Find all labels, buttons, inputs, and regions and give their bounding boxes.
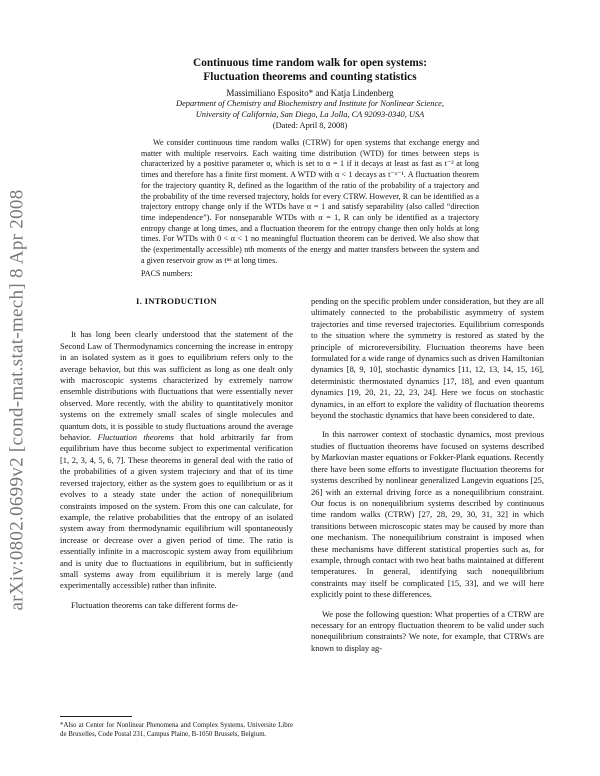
affiliation-line-2: University of California, San Diego, La Jolla, CA 92093-0340, USA bbox=[195, 109, 425, 119]
right-paragraph-2: In this narrower context of stochastic dynamics, most previous studies of fluctuation theorems have focused on systems described by Markovian master equations or Fokker-Plank equations. Recently there have been some efforts to investigate fluctuation theorems for systems described by nonlinear generalized Langevin equations [25, 26] with an external driving force as a nonequilibrium constraint. Our focus is on nonequilibrium systems described by continuous time random walks (CTRW) [27, 28, 29, 30, 31, 32] in which transitions between microscopic states may be caused by more than one mechanism. The nonequilibrium constraint is imposed when these mechanisms have different statistical properties such as, for example, through contact with two heat baths maintained at different temperatures. In general, identifying such nonequilibrium constraints may itself be complicated [15, 33], and we will here explicitly point to these differences. bbox=[311, 429, 544, 600]
arxiv-stamp-text: arXiv:0802.0699v2 [cond-mat.stat-mech] 8 Apr 2008 bbox=[6, 189, 28, 611]
title-line-1: Continuous time random walk for open systems: bbox=[193, 57, 427, 69]
right-column bbox=[311, 296, 544, 654]
right-paragraph-1: pending on the specific problem under consideration, but they are all ultimately connected to the probabilistic asymmetry of system trajectories and time reversed trajectories. Equilibrium corresponds to the situation where the symmetry is restored as stated by the principle of microreversibility. Fluctuation theorems have been formulated for a wide range of dynamics such as driven Hamiltonian dynamics [8, 9, 10], stochastic dynamics [11, 12, 13, 14, 15, 16], deterministic thermostated dynamics [17, 18], and even quantum dynamics [19, 20, 21, 22, 23, 24]. Here we focus on stochastic dynamics, in an effort to explore the validity of fluctuation theorems beyond the stochastic dynamics that have been considered to date. bbox=[311, 296, 544, 421]
intro-paragraph-1 bbox=[60, 329, 293, 591]
date-line: (Dated: April 8, 2008) bbox=[272, 121, 348, 130]
left-column bbox=[60, 296, 293, 611]
section-heading: I. INTRODUCTION bbox=[136, 296, 217, 306]
intro-p1-text: It has long been clearly understood that the statement of the Second Law of Thermodynamics concerning the increase in entropy in an isolated system as it goes to equilibrium refers only to the average behavior, but this was sufficient as long as one dealt only with macroscopic systems characterized by extremely narrow ensemble distributions with fluctuations that were essentially never observed. More recently, with the ability to quantitatively monitor systems on the extremely small scales of single molecules and quantum dots, it is possible to study fluctuations around the average behavior. bbox=[60, 329, 293, 443]
authors: Massimiliano Esposito* and Katja Lindenberg bbox=[226, 88, 394, 98]
intro-p1-rest: that hold arbitrarily far from equilibrium have thus become subject to experimental verification [1, 2, 3, 4, 5, 6, 7]. These theorems in general deal with the ratio of the probabilities of a given system trajectory and that of its time reversed trajectory, either as the system goes to equilibrium or as it evolves to a steady state under the action of nonequilibrium constraints imposed on the system. From this one can calculate, for example, the relative probabilities that the entropy of an isolated system away from thermodynamic equilibrium will spontaneously increase or decrease over a given period of time. The ratio is essentially infinite in a macroscopic system away from equilibrium and is unity due to fluctuations in equilibrium, but in sufficiently small systems away from equilibrium it is merely large (and experimentally accessible) rather than infinite. bbox=[60, 432, 294, 591]
affiliation-line-1: Department of Chemistry and Biochemistry and Institute for Nonlinear Science, bbox=[176, 99, 444, 108]
abstract: We consider continuous time random walks (CTRW) for open systems that exchange energy and matter with multiple reservoirs. Each waiting time distribution (WTD) for times between steps is characterized by a positive parameter α, which is set to α = 1 if it decays at least as fast as t⁻² at long times and therefore has a finite first moment. A WTD with α < 1 decays as t⁻ᵅ⁻¹. A fluctuation theorem for the trajectory quantity R, defined as the logarithm of the ratio of the probability of a trajectory and the probability of the time reversed trajectory, holds for every CTRW. However, R can be identified as a trajectory entropy change only if the WTDs have α = 1 and satisfy separability (also called “direction time independence”). For nonseparable WTDs with α = 1, R can only be identified as a trajectory entropy change at long times, and a fluctuation theorem for the entropy change then only holds at long times. For WTDs with 0 < α < 1 no meaningful fluctuation theorem can be derived. We also show that the (experimentally accessible) nth moments of the energy and matter transfers between the system and a given reservoir grow as tⁿᵅ at long times. bbox=[141, 138, 479, 265]
footnote-rule bbox=[60, 716, 132, 717]
title-line-2: Fluctuation theorems and counting statistics bbox=[203, 71, 417, 83]
intro-p1-emphasis: Fluctuation theorems bbox=[97, 432, 174, 443]
affiliation bbox=[110, 99, 510, 120]
arxiv-stamp bbox=[2, 170, 32, 630]
intro-paragraph-2: Fluctuation theorems can take different forms de- bbox=[71, 599, 239, 610]
right-paragraph-3: We pose the following question: What properties of a CTRW are necessary for an entropy fluctuation theorem to be valid under such nonequilibrium constraints? We note, for example, that CTRWs are known to display ag- bbox=[311, 608, 544, 653]
pacs-numbers: PACS numbers: bbox=[141, 269, 193, 278]
footnote: *Also at Center for Nonlinear Phenomena and Complex Systems, Universite Libre de Bruxelles, Code Postal 231, Campus Plaine, B-1050 Brussels, Belgium. bbox=[60, 722, 293, 738]
paper-title bbox=[110, 56, 510, 84]
